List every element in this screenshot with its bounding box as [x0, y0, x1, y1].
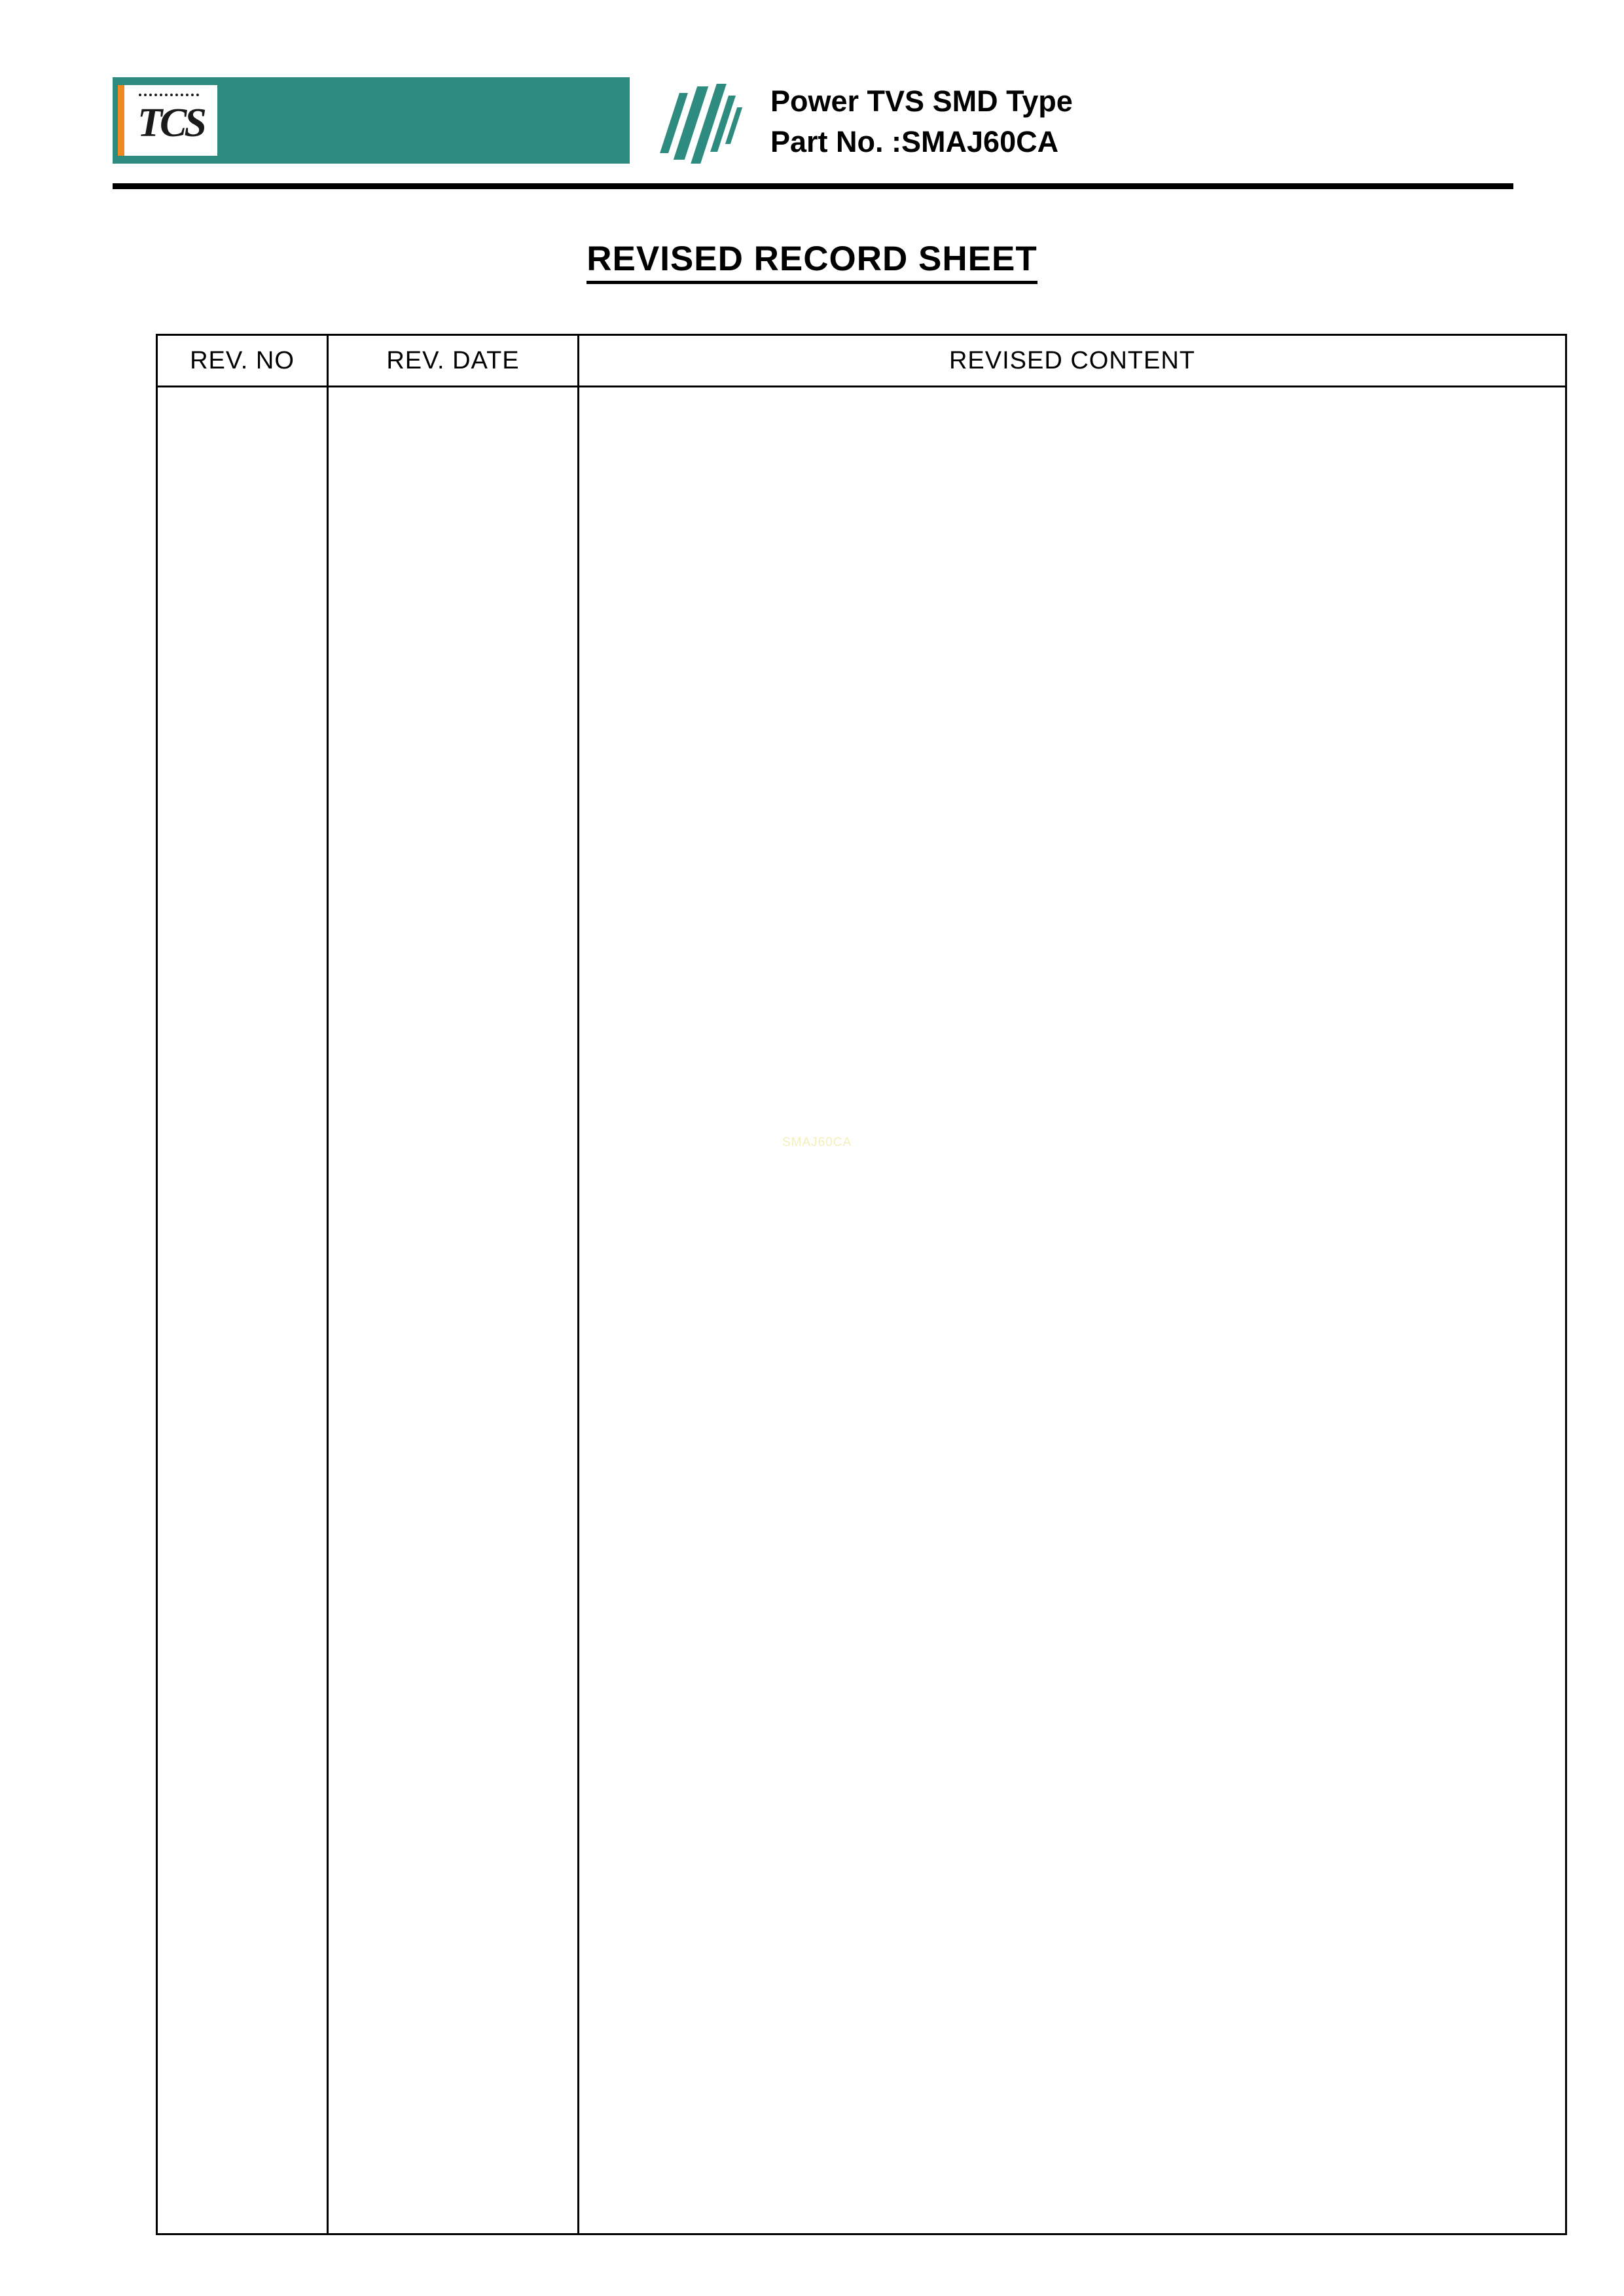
company-logo — [118, 85, 217, 156]
cell-revised-content — [579, 387, 1566, 2234]
header-title-group — [770, 81, 1073, 162]
table-row — [157, 387, 1566, 2234]
table-header-row — [157, 335, 1566, 387]
cell-rev-date — [328, 387, 579, 2234]
part-number-title: Part No. :SMAJ60CA — [770, 125, 1059, 159]
column-header-rev-date: REV. DATE — [328, 335, 579, 387]
column-header-revised-content: REVISED CONTENT — [579, 335, 1566, 387]
product-type-title: Power TVS SMD Type — [770, 84, 1073, 118]
page-title-text: REVISED RECORD SHEET — [586, 240, 1038, 284]
faint-watermark-text: SMAJ60CA — [782, 1136, 852, 1149]
header-divider — [113, 183, 1513, 189]
logo-dotted-bar — [139, 94, 199, 102]
page-header — [113, 77, 1513, 195]
column-header-rev-no: REV. NO — [157, 335, 328, 387]
logo-text: TCS — [137, 101, 204, 145]
cell-rev-no — [157, 387, 328, 2234]
logo-mark — [137, 103, 204, 143]
page-title — [0, 239, 1624, 279]
revision-record-table — [156, 334, 1567, 2235]
slash-graphic-icon — [666, 81, 751, 168]
